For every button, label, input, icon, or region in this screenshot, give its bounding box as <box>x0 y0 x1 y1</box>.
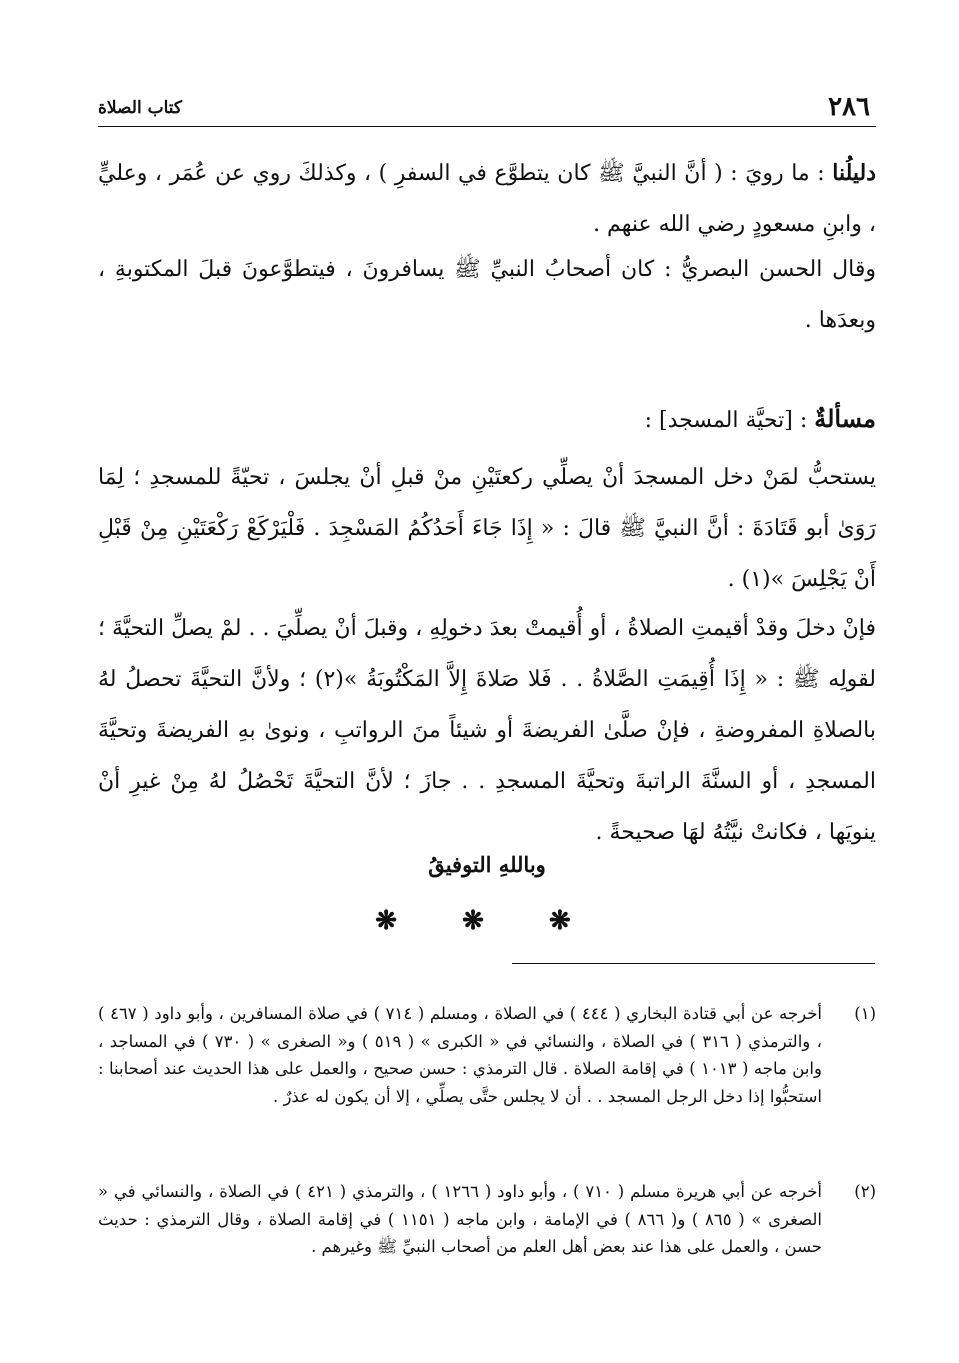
page-number: ٢٨٦ <box>828 92 870 122</box>
issue-label: مسألةٌ <box>814 404 876 433</box>
running-header <box>98 92 876 127</box>
footnote-1 <box>98 1000 876 1110</box>
tahiyyat-text: يستحبُّ لمَنْ دخل المسجدَ أنْ يصلِّي ركعتَيْنِ منْ قبلِ أنْ يجلسَ ، تحيّةً للمسجدِ ؛ لِمَا رَوَىٰ أبو قَتَادَةَ : أنَّ النبيَّ ﷺ قالَ : « إِذَا جَاءَ أَحَدُكُمُ المَسْجِدَ . فَلْيَرْكَعْ رَكْعَتَيْنِ مِنْ قَبْلِ أَنْ يَجْلِسَ »(١) . <box>98 465 876 592</box>
footnote-1-marker: (١) <box>854 1004 876 1023</box>
book-title: كتاب الصلاة <box>98 98 183 118</box>
iqamah-text: فإنْ دخلَ وقدْ أقيمتِ الصلاةُ ، أو أُقيمتْ بعدَ دخولِهِ ، وقبلَ أنْ يصلِّيَ . . لمْ يصلِّ التحيَّةَ ؛ لقولِه ﷺ : « إِذَا أُقِيمَتِ الصَّلاةُ . . فَلا صَلاةَ إِلاَّ المَكْتُوبَةُ »(٢) ؛ ولأنَّ التحيَّةَ تحصلُ لهُ بالصلاةِ المفروضةِ ، فإنْ صلَّىٰ الفريضةَ أو شيئاً منَ الرواتبِ ، ونوىٰ بهِ الفريضةَ وتحيَّةَ المسجدِ ، أو السنَّةَ الراتبةَ وتحيَّةَ المسجدِ . . جازَ ؛ لأنَّ التحيَّةَ تَحْصُلُ لهُ مِنْ غيرِ أنْ ينويَها ، فكانتْ نيَّتُهُ لهَا صحيحةً . <box>98 616 876 845</box>
evidence-text: : ما رويَ : ( أنَّ النبيَّ ﷺ كان يتطوَّع في السفرِ ) ، وكذلكَ روي عن عُمَر ، وعليٍّ ، وابنِ مسعودٍ رضي الله عنهم . <box>98 161 876 237</box>
footnote-2 <box>98 1178 876 1261</box>
section-divider-stars: ❋ ❋ ❋ <box>375 906 599 936</box>
footnote-separator <box>512 963 875 964</box>
issue-subtitle: : [تحيَّة المسجد] : <box>644 408 815 433</box>
evidence-lead: دليلُنا <box>832 160 876 186</box>
section-heading <box>98 393 876 446</box>
closing-phrase: وباللهِ التوفيقُ <box>428 852 546 877</box>
paragraph-hasan-basri <box>98 244 876 346</box>
paragraph-iqamah <box>98 603 876 858</box>
footnote-2-marker: (٢) <box>854 1182 876 1201</box>
footnote-2-text: أخرجه عن أبي هريرة مسلم ( ٧١٠ ) ، وأبو داود ( ١٢٦٦ ) ، والترمذي ( ٤٢١ ) في الصلاة ، والنسائي في « الصغرى » ( ٨٦٥ ) و( ٨٦٦ ) في الإمامة ، وابن ماجه ( ١١٥١ ) في إقامة الصلاة ، وقال الترمذي : حديث حسن ، والعمل على هذا عند بعض أهل العلم من أصحاب النبيِّ ﷺ وغيرهم . <box>98 1182 822 1256</box>
footnote-1-text: أخرجه عن أبي قتادة البخاري ( ٤٤٤ ) في الصلاة ، ومسلم ( ٧١٤ ) في صلاة المسافرين ، وأبو داود ( ٤٦٧ ) ، والترمذي ( ٣١٦ ) في الصلاة ، والنسائي في « الكبرى » ( ٥١٩ ) و« الصغرى » ( ٧٣٠ ) في المساجد ، وابن ماجه ( ١٠١٣ ) في إقامة الصلاة . قال الترمذي : حسن صحيح ، والعمل على هذا الحديث عند أصحابنا : استحبُّوا إذا دخل الرجل المسجد . . أن لا يجلس حتَّى يصلِّي ، إلا أن يكون له عذرٌ . <box>98 1004 822 1106</box>
paragraph-tahiyyat-masjid <box>98 452 876 605</box>
hasan-basri-text: وقال الحسن البصريُّ : كان أصحابُ النبيِّ ﷺ يسافرونَ ، فيتطوَّعونَ قبلَ المكتوبةِ ، وبعدَها . <box>98 257 876 333</box>
paragraph-evidence <box>98 148 876 250</box>
